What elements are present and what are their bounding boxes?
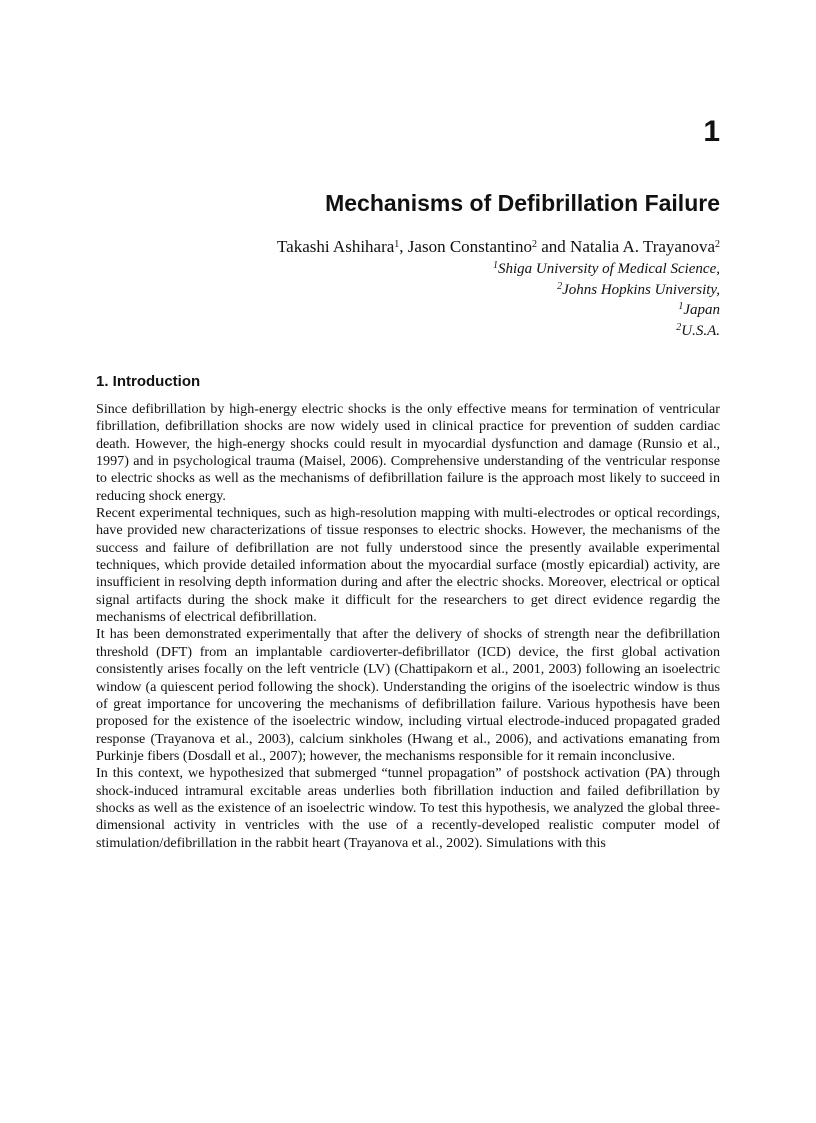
author-name: Takashi Ashihara xyxy=(276,237,395,256)
chapter-number: 1 xyxy=(703,115,720,148)
affiliation-line xyxy=(493,300,720,321)
page xyxy=(96,0,720,1123)
body-paragraph: Since defibrillation by high-energy electric shocks is the only effective means for termination of ventricular fibrillation, defibrillation shocks are now widely used in clinical practice for prevention of sudden cardiac death. However, the high-energy shocks could result in myocardial dysfunction and damage (Runsio et al., 1997) and in psychological trauma (Maisel, 2006). Comprehensive understanding of the ventricular response to electric shocks as well as the mechanisms of defibrillation failure is the approach most likely to succeed in reducing shock energy. xyxy=(96,401,720,504)
body-paragraph: In this context, we hypothesized that submerged “tunnel propagation” of postshock activation (PA) through shock-induced intramural excitable areas underlies both fibrillation induction and failed defibrillation by shocks as well as the existence of an isoelectric window. To test this hypothesis, we analyzed the global three-dimensional activity in ventricles with the use of a recently-developed realistic computer model of stimulation/defibrillation in the rabbit heart (Trayanova et al., 2002). Simulations with this xyxy=(96,765,720,851)
author-affiliation-mark: 2 xyxy=(715,239,720,250)
affiliation-mark: 2 xyxy=(676,321,682,333)
affiliation-mark: 2 xyxy=(557,280,563,292)
author-separator: and xyxy=(537,237,571,256)
author-separator: , xyxy=(399,237,408,256)
author-name: Natalia A. Trayanova xyxy=(570,237,715,256)
body-paragraph: It has been demonstrated experimentally that after the delivery of shocks of strength near the defibrillation threshold (DFT) from an implantable cardioverter-defibrillator (ICD) device, the first global activation consistently arises focally on the left ventricle (LV) (Chattipakorn et al., 2001, 2003) following an isoelectric window (a quiescent period following the shock). Understanding the origins of the isoelectric window is thus of great importance for uncovering the mechanisms of defibrillation failure. Various hypothesis have been proposed for the existence of the isoelectric window, including virtual electrode-induced propagated graded response (Trayanova et al., 2003), calcium sinkholes (Hwang et al., 2006), and activations emanating from Purkinje fibers (Dosdall et al., 2007); however, the mechanisms responsible for it remain inconclusive. xyxy=(96,626,720,764)
chapter-title: Mechanisms of Defibrillation Failure xyxy=(325,190,720,216)
author-affiliation-mark: 1 xyxy=(394,239,400,250)
author-affiliation-mark: 2 xyxy=(532,239,537,250)
affiliation-mark: 1 xyxy=(678,301,684,312)
affiliation-line xyxy=(493,259,720,280)
affiliation-line xyxy=(493,280,720,301)
affiliation-line xyxy=(493,321,720,342)
affiliation-text: Johns Hopkins University, xyxy=(562,281,720,298)
author-name: Jason Constantino xyxy=(407,237,532,256)
affiliation-text: Japan xyxy=(683,302,720,318)
affiliation-list xyxy=(493,259,720,341)
body-paragraph: Recent experimental techniques, such as high-resolution mapping with multi-electrodes or optical recordings, have provided new characterizations of tissue responses to electric shocks. However, the mechanisms of the success and failure of defibrillation are not fully understood since the presently available experimental techniques, which provide detailed information about the myocardial surface (mostly epicardial) activity, are insufficient in resolving depth information during and after the electric shocks. Moreover, electrical or optical signal artifacts during the shock make it difficult for the researchers to get direct evidence regardig the mechanisms of electrical defibrillation. xyxy=(96,505,720,626)
author-list xyxy=(277,236,720,258)
affiliation-mark: 1 xyxy=(492,260,498,271)
section-body xyxy=(96,401,720,852)
section-heading: 1. Introduction xyxy=(96,373,201,390)
affiliation-text: Shiga University of Medical Science, xyxy=(497,261,720,277)
affiliation-text: U.S.A. xyxy=(681,322,720,339)
